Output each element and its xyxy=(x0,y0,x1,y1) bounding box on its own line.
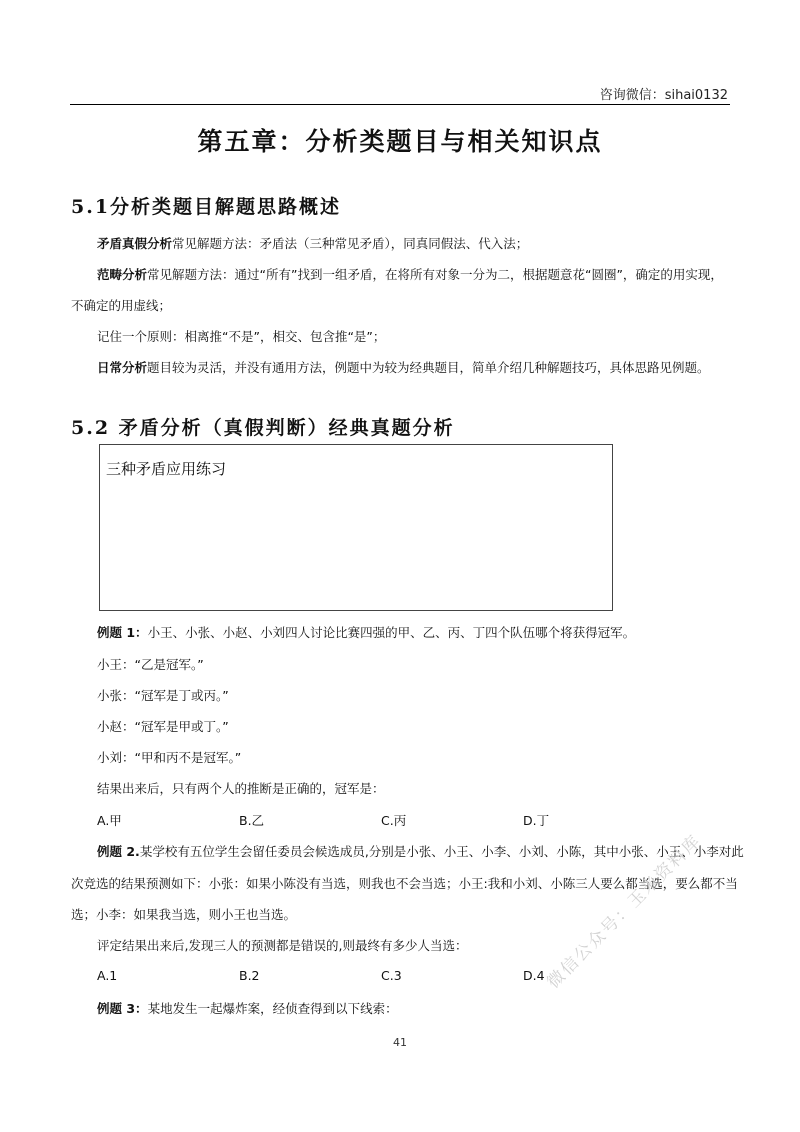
example-3-text: 某地发生一起爆炸案，经侦查得到以下线索： xyxy=(147,1001,398,1016)
example-2-option-a: A.1 xyxy=(97,968,118,983)
paragraph-principle: 记住一个原则：相离推“不是”，相交、包含推“是”； xyxy=(97,329,386,344)
text-daily: 题目较为灵活，并没有通用方法，例题中为较为经典题目，简单介绍几种解题技巧，具体思路见例题。 xyxy=(147,360,710,375)
example-1-label: 例题 1： xyxy=(97,625,148,640)
example-2-line-3: 选；小李：如果我当选，则小王也当选。 xyxy=(71,907,297,922)
header-divider xyxy=(70,104,730,105)
example-3-question xyxy=(97,999,398,1017)
example-2-line-1 xyxy=(97,842,744,860)
watermark: 微信公众号：玉米资料库 xyxy=(543,830,706,993)
page-number: 41 xyxy=(393,1036,407,1049)
paragraph-category xyxy=(97,265,723,283)
chapter-title: 第五章：分析类题目与相关知识点 xyxy=(197,127,603,156)
example-1-prompt: 结果出来后，只有两个人的推断是正确的，冠军是： xyxy=(97,781,385,796)
header-contact: 咨询微信：sihai0132 xyxy=(599,88,728,103)
example-2-prompt: 评定结果出来后,发现三人的预测都是错误的,则最终有多少人当选： xyxy=(97,938,468,953)
example-2-line-2: 次竞选的结果预测如下：小张：如果小陈没有当选，则我也不会当选；小王:我和小刘、小陈三人要么都当选，要么都不当 xyxy=(71,876,738,891)
example-2-option-c: C.3 xyxy=(381,968,402,983)
example-1-option-d: D.丁 xyxy=(523,813,550,828)
example-1-question xyxy=(97,623,635,641)
example-1-option-c: C.丙 xyxy=(381,813,407,828)
example-3-label: 例题 3： xyxy=(97,1001,148,1016)
section-title-5-2: 5.2 矛盾分析（真假判断）经典真题分析 xyxy=(71,417,455,439)
example-1-text: 小王、小张、小赵、小刘四人讨论比赛四强的甲、乙、丙、丁四个队伍哪个将获得冠军。 xyxy=(147,625,636,640)
paragraph-contradiction xyxy=(97,234,528,252)
term-category: 范畴分析 xyxy=(97,267,148,282)
example-1-statement-2: 小张：“冠军是丁或丙。” xyxy=(97,688,229,703)
example-2-text-1: 某学校有五位学生会留任委员会候选成员,分别是小张、小王、小李、小刘、小陈，其中小张、小王、小李对此 xyxy=(139,844,744,859)
term-daily: 日常分析 xyxy=(97,360,148,375)
example-1-statement-3: 小赵：“冠军是甲或丁。” xyxy=(97,719,229,734)
text-category: 常见解题方法：通过“所有”找到一组矛盾，在将所有对象一分为二，根据题意花“圆圈”，确定的用实现， xyxy=(147,267,723,282)
example-1-statement-1: 小王：“乙是冠军。” xyxy=(97,657,204,672)
example-1-option-b: B.乙 xyxy=(239,813,265,828)
term-contradiction: 矛盾真假分析 xyxy=(97,236,173,251)
example-1-statement-4: 小刘：“甲和丙不是冠军。” xyxy=(97,750,242,765)
text-contradiction: 常见解题方法：矛盾法（三种常见矛盾），同真同假法、代入法； xyxy=(172,236,529,251)
example-2-label: 例题 2. xyxy=(97,844,140,859)
paragraph-category-cont: 不确定的用虚线； xyxy=(71,298,172,313)
example-2-option-d: D.4 xyxy=(523,968,545,983)
example-2-option-b: B.2 xyxy=(239,968,260,983)
practice-box-title: 三种矛盾应用练习 xyxy=(106,460,227,478)
section-title-5-1: 5.1分析类题目解题思路概述 xyxy=(71,196,342,218)
paragraph-daily xyxy=(97,358,710,376)
example-1-option-a: A.甲 xyxy=(97,813,122,828)
